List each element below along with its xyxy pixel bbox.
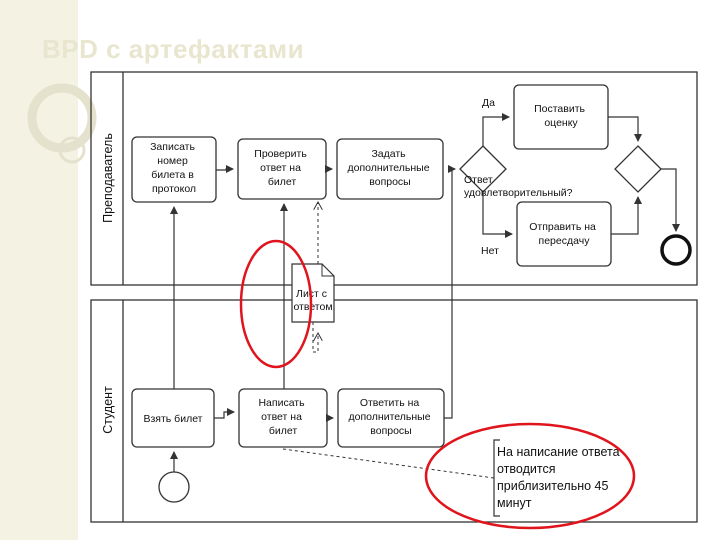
gateway-question: Ответ удовлетворительный?: [464, 174, 573, 199]
task-grade: [514, 85, 608, 149]
svg-text:Проверить ответ на: Проверить ответ на билет: [254, 148, 307, 188]
start-event: [159, 472, 189, 502]
svg-text:Поставить оценку: Поставить оценку: [534, 103, 585, 129]
svg-text:Записать номер бил: Записать номер билета в протокол: [150, 141, 197, 195]
svg-text:Ответить на дополнительн: Ответить на дополнительные вопросы: [348, 397, 431, 437]
svg-text:На написание ответа отво: На написание ответа отводится приблизительно 45 минут: [497, 445, 620, 510]
lane-label-student: Студент: [101, 386, 115, 434]
decor-circle-large: [32, 88, 92, 148]
lane-label-teacher: Преподаватель: [101, 133, 115, 223]
task-send-retake: [517, 202, 611, 266]
task-take-ticket: [132, 389, 214, 447]
svg-text:Написать ответ на: Написать ответ на билет: [258, 397, 305, 437]
annotation-time: [494, 440, 623, 516]
end-event: [662, 236, 690, 264]
gateway-merge: [615, 146, 661, 192]
label-yes: Да: [482, 97, 495, 109]
highlight-ellipse-annotation: [426, 424, 634, 528]
task-write-answer: [239, 389, 327, 447]
svg-text:Лист с ответом: Лист с ответом: [293, 288, 333, 313]
label-no: Нет: [481, 245, 499, 257]
slide-title: BPD с артефактами: [42, 34, 305, 64]
artifact-answer-sheet: [292, 264, 334, 322]
svg-text:Взять билет: Взять билет: [143, 413, 203, 425]
task-record-ticket: [132, 137, 216, 202]
svg-text:Задать дополнительные: Задать дополнительные вопросы: [347, 148, 430, 188]
svg-text:Отправить на пересдачу: Отправить на пересдачу: [529, 221, 596, 247]
task-ask-questions: [337, 139, 443, 199]
task-answer-questions: [338, 389, 444, 447]
task-check-answer: [238, 139, 326, 199]
